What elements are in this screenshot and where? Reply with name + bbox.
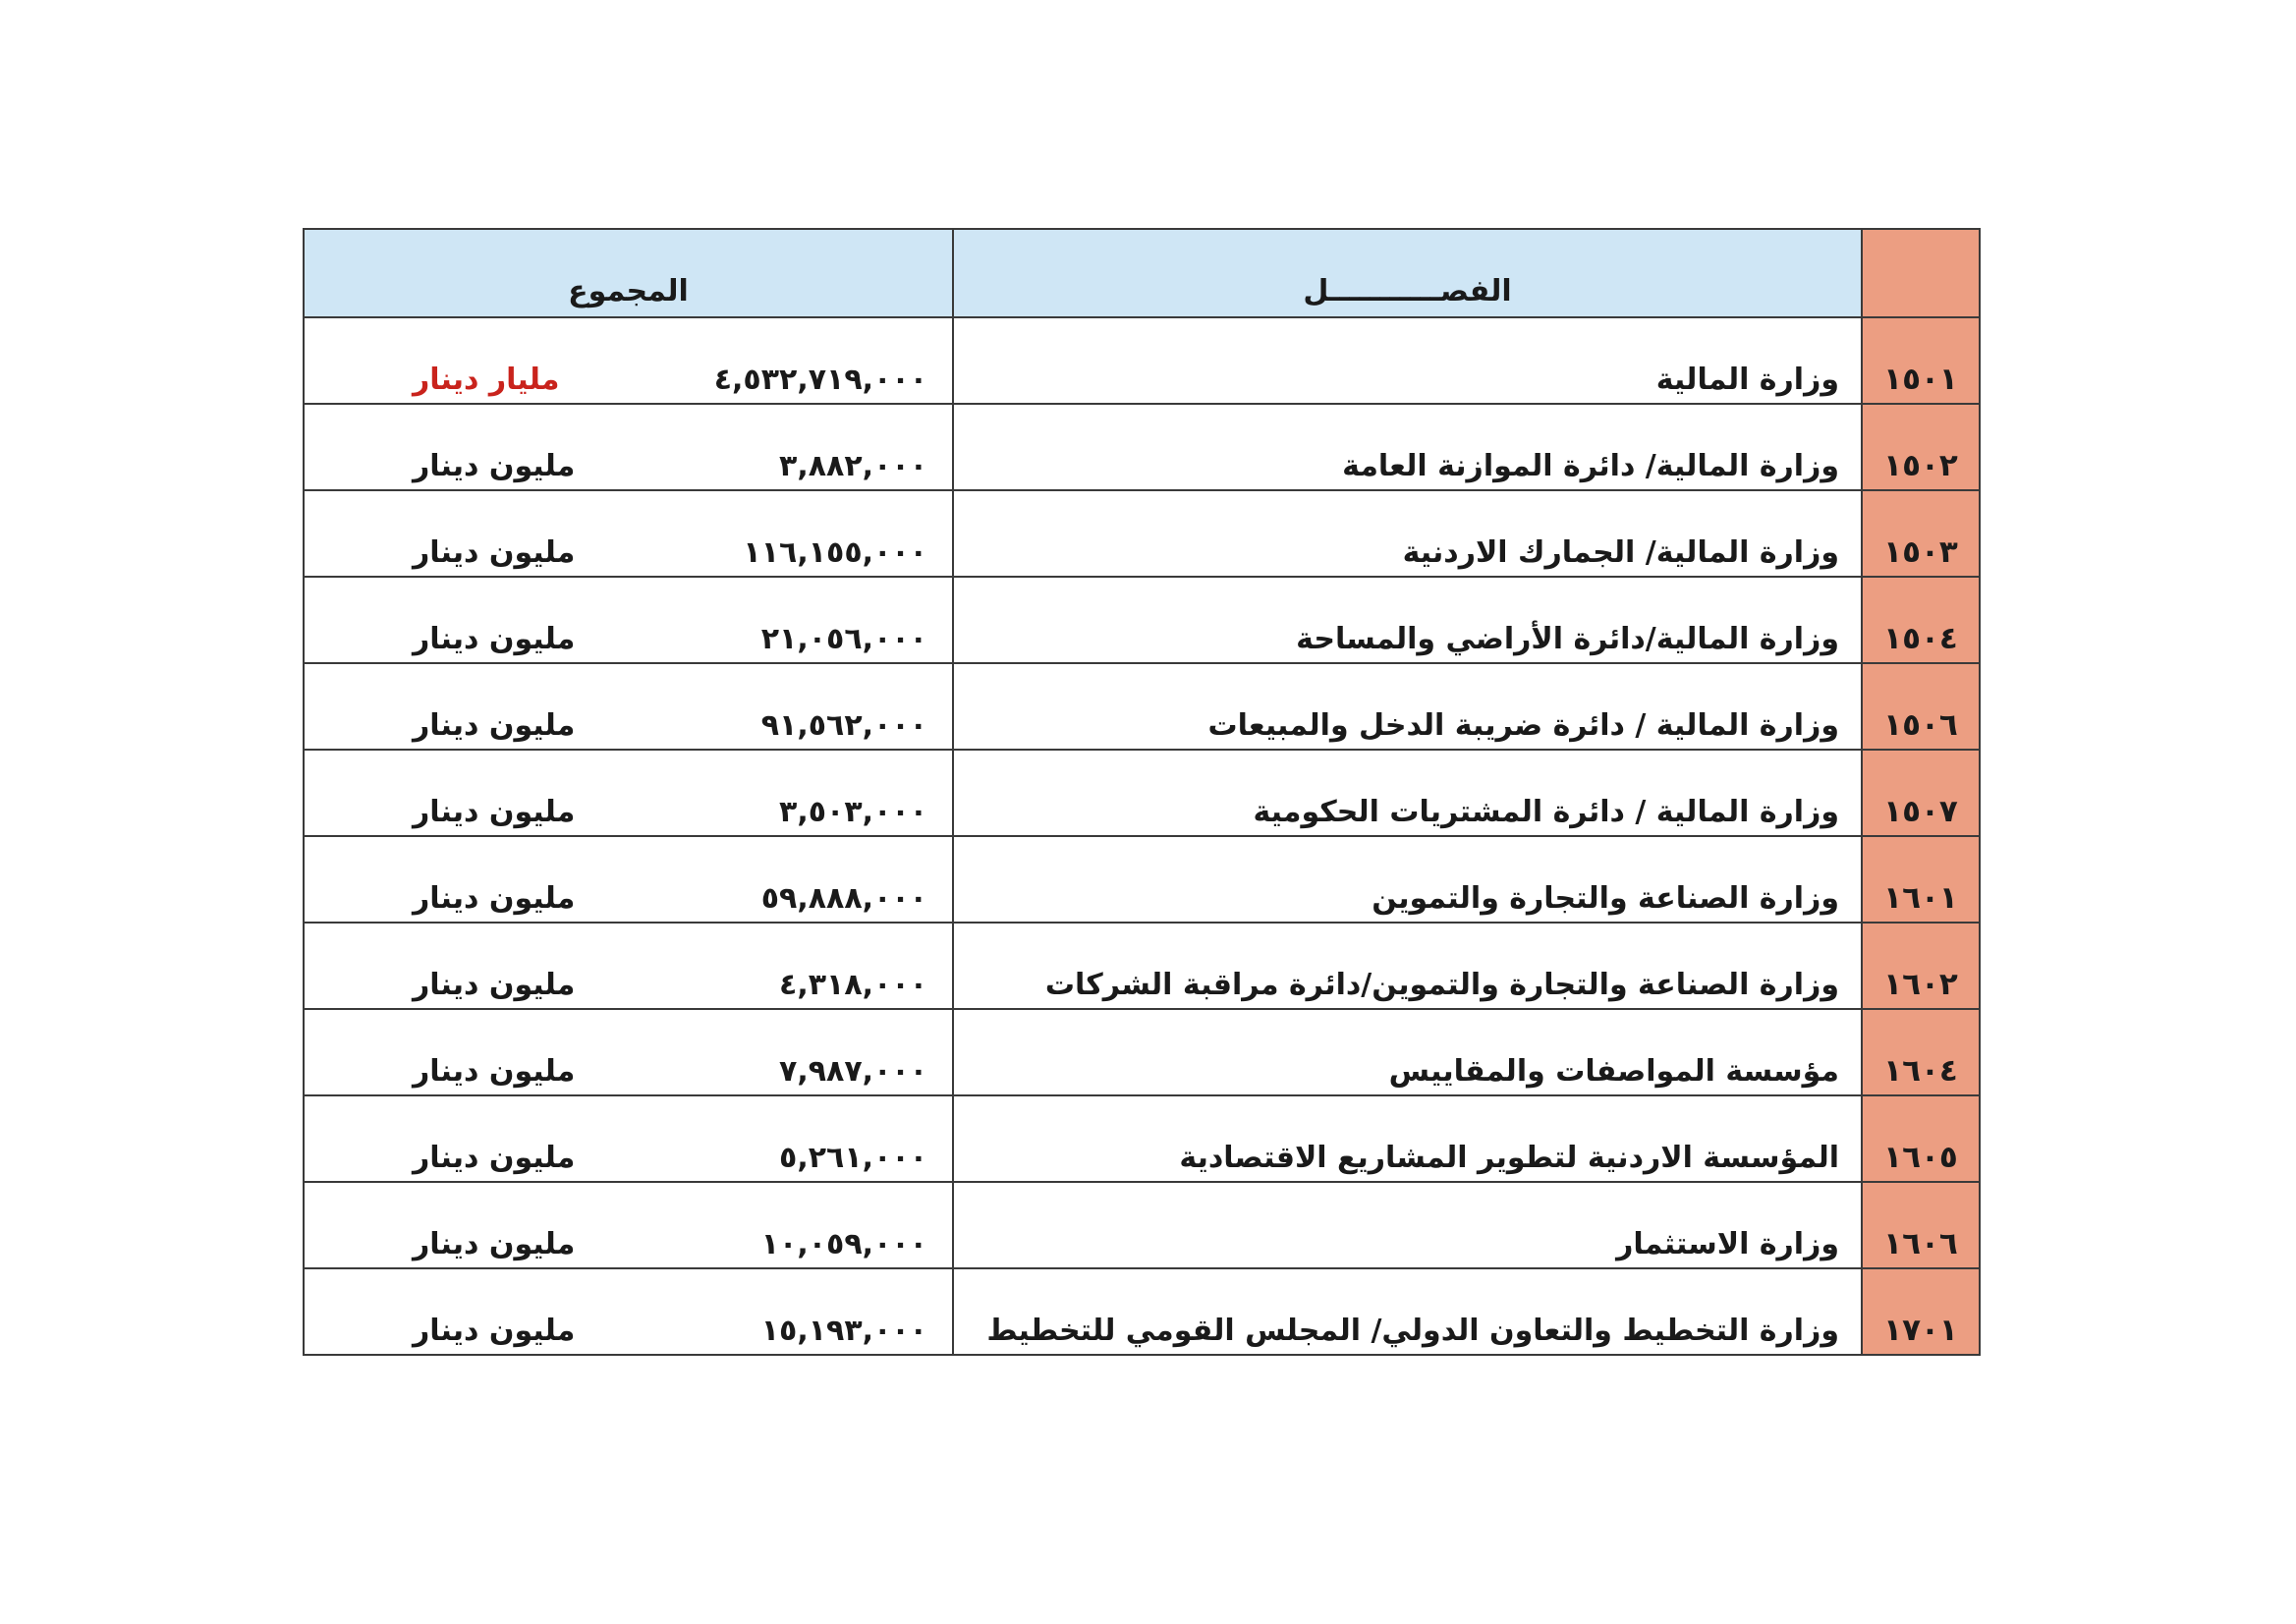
total-cell (304, 1268, 953, 1355)
total-amount: ٣,٨٨٢,٠٠٠ (779, 449, 927, 483)
table-row (304, 1009, 1980, 1095)
total-amount: ١٠,٠٥٩,٠٠٠ (760, 1227, 927, 1261)
table-row (304, 317, 1980, 404)
total-unit: مليون دينار (413, 881, 576, 916)
chapter-code: ١٦٠٥ (1862, 1095, 1980, 1182)
table-row (304, 750, 1980, 836)
chapter-name: مؤسسة المواصفات والمقاييس (953, 1009, 1862, 1095)
total-amount: ٤,٥٣٢,٧١٩,٠٠٠ (713, 363, 927, 397)
total-amount: ٣,٥٠٣,٠٠٠ (779, 795, 927, 829)
chapter-code: ١٥٠٤ (1862, 577, 1980, 663)
total-cell (304, 577, 953, 663)
chapter-header-label: الفصـــــــــــل (1303, 274, 1512, 308)
total-cell (304, 317, 953, 404)
chapter-name: وزارة المالية (953, 317, 1862, 404)
table-row (304, 490, 1980, 577)
chapter-name: وزارة المالية/ الجمارك الاردنية (953, 490, 1862, 577)
total-header-label: المجموع (568, 274, 689, 308)
table-header-row (304, 229, 1980, 317)
chapter-name: وزارة المالية/دائرة الأراضي والمساحة (953, 577, 1862, 663)
total-unit: مليون دينار (413, 1227, 576, 1261)
table-row (304, 404, 1980, 490)
chapter-code: ١٥٠٢ (1862, 404, 1980, 490)
total-unit: مليون دينار (413, 1141, 576, 1175)
chapter-code: ١٦٠٦ (1862, 1182, 1980, 1268)
table-row (304, 1268, 1980, 1355)
total-amount: ٥,٢٦١,٠٠٠ (779, 1141, 927, 1175)
total-unit: مليون دينار (413, 449, 576, 483)
total-unit: مليون دينار (413, 708, 576, 743)
total-amount: ٥٩,٨٨٨,٠٠٠ (760, 881, 927, 916)
total-cell (304, 836, 953, 923)
chapter-name: وزارة التخطيط والتعاون الدولي/ المجلس القومي للتخطيط (953, 1268, 1862, 1355)
chapter-code: ١٥٠٣ (1862, 490, 1980, 577)
chapter-code: ١٧٠١ (1862, 1268, 1980, 1355)
total-cell (304, 923, 953, 1009)
total-unit: مليون دينار (413, 535, 576, 570)
total-amount: ٩١,٥٦٢,٠٠٠ (760, 708, 927, 743)
table-row (304, 923, 1980, 1009)
chapter-name: وزارة المالية / دائرة ضريبة الدخل والمبيعات (953, 663, 1862, 750)
table-row (304, 663, 1980, 750)
total-amount: ٧,٩٨٧,٠٠٠ (779, 1054, 927, 1089)
chapter-code: ١٥٠٧ (1862, 750, 1980, 836)
total-amount: ١١٦,١٥٥,٠٠٠ (743, 535, 927, 570)
chapter-column-header (953, 229, 1862, 317)
total-cell (304, 1095, 953, 1182)
total-unit: مليون دينار (413, 1314, 576, 1348)
table-body (304, 317, 1980, 1355)
total-amount: ١٥,١٩٣,٠٠٠ (760, 1314, 927, 1348)
total-amount: ٢١,٠٥٦,٠٠٠ (760, 622, 927, 656)
chapter-code: ١٦٠٤ (1862, 1009, 1980, 1095)
code-column-header (1862, 229, 1980, 317)
chapter-code: ١٦٠١ (1862, 836, 1980, 923)
total-cell (304, 490, 953, 577)
total-cell (304, 750, 953, 836)
total-unit: مليون دينار (413, 1054, 576, 1089)
chapter-code: ١٥٠٦ (1862, 663, 1980, 750)
total-unit: مليون دينار (413, 968, 576, 1002)
chapter-name: المؤسسة الاردنية لتطوير المشاريع الاقتصادية (953, 1095, 1862, 1182)
table-row (304, 577, 1980, 663)
total-unit: مليون دينار (413, 795, 576, 829)
chapter-code: ١٥٠١ (1862, 317, 1980, 404)
total-cell (304, 404, 953, 490)
chapter-name: وزارة الاستثمار (953, 1182, 1862, 1268)
budget-table (303, 228, 1981, 1356)
total-column-header (304, 229, 953, 317)
total-cell (304, 1009, 953, 1095)
total-cell (304, 1182, 953, 1268)
total-unit: مليار دينار (413, 363, 560, 397)
chapter-name: وزارة الصناعة والتجارة والتموين (953, 836, 1862, 923)
chapter-name: وزارة المالية / دائرة المشتريات الحكومية (953, 750, 1862, 836)
table-row (304, 1182, 1980, 1268)
total-unit: مليون دينار (413, 622, 576, 656)
total-cell (304, 663, 953, 750)
chapter-name: وزارة الصناعة والتجارة والتموين/دائرة مراقبة الشركات (953, 923, 1862, 1009)
total-amount: ٤,٣١٨,٠٠٠ (779, 968, 927, 1002)
chapter-code: ١٦٠٢ (1862, 923, 1980, 1009)
table-row (304, 836, 1980, 923)
chapter-name: وزارة المالية/ دائرة الموازنة العامة (953, 404, 1862, 490)
table-row (304, 1095, 1980, 1182)
